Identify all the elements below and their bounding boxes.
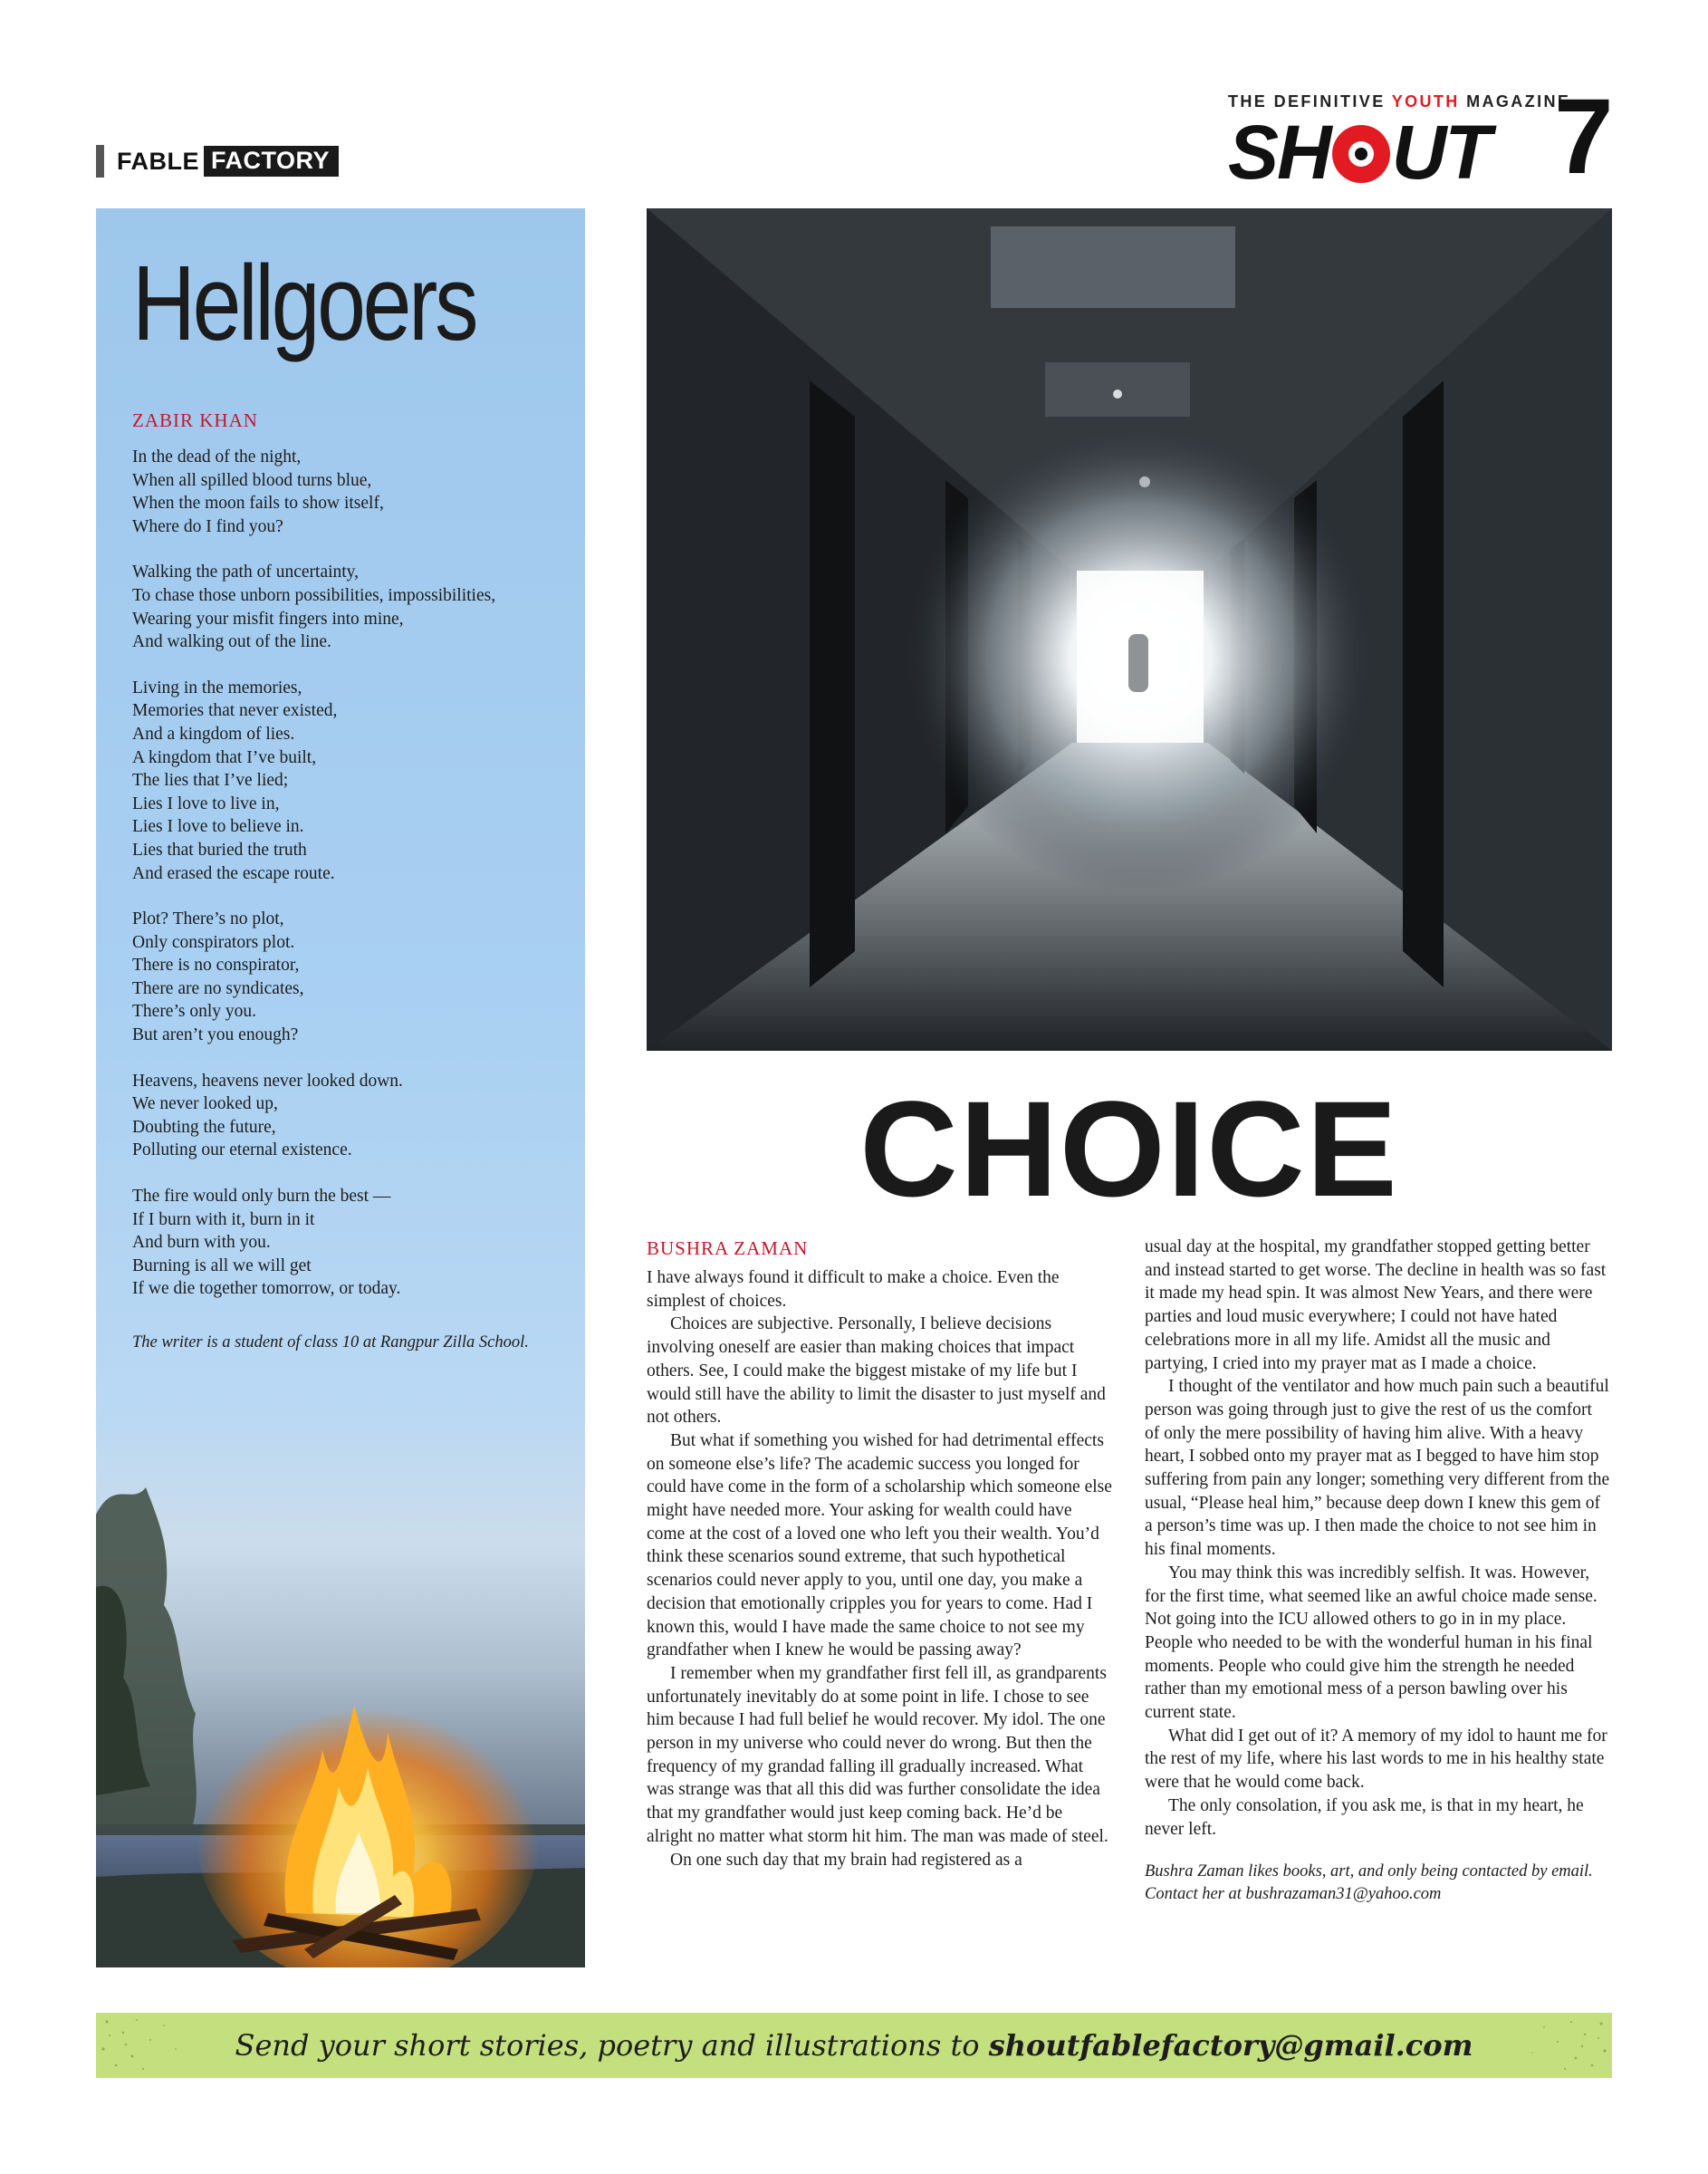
- article-paragraph: You may think this was incredibly selfish. It was. However, for the first time, what seemed like an awful choice made sense. Not going into the ICU allowed others to go in in my place. People who needed to be with the wonderful human in his final moments. People who could give him the strength he needed rather than my emotional mess of a person bawling over his current state.: [1145, 1563, 1598, 1723]
- poem-body: [132, 446, 567, 1323]
- poem-line: The fire would only burn the best —: [132, 1187, 391, 1207]
- poem-stanza: [132, 1070, 567, 1162]
- shout-logo: SH UT: [1228, 110, 1490, 195]
- poem-line: If I burn with it, burn in it: [132, 1209, 315, 1229]
- poem-line: If we die together tomorrow, or today.: [132, 1279, 401, 1299]
- banner-texture-left: [96, 2013, 214, 2078]
- poem-line: There’s only you.: [132, 1002, 257, 1022]
- poem-line: And burn with you.: [132, 1233, 271, 1253]
- banner-texture-right: [1494, 2013, 1612, 2078]
- hallway-photo: [647, 208, 1612, 1051]
- poem-line: We never looked up,: [132, 1094, 278, 1114]
- poem-line: Doubting the future,: [132, 1117, 276, 1137]
- poem-author: ZABIR KHAN: [132, 409, 258, 431]
- article-paragraph: I have always found it difficult to make a choice. Even the simplest of choices.: [647, 1268, 1060, 1311]
- article-paragraph: usual day at the hospital, my grandfather stopped getting better and instead started to get worse. The decline in health was so fast it made my head spin. It was almost New Years, and there were parties and loud music everywhere; I could not have hated celebrations more in all my life. Amidst all the music and partying, I cried into my prayer mat as I made a choice.: [1145, 1237, 1607, 1373]
- article-column-2: [1145, 1236, 1610, 1906]
- bonfire-image: [96, 1406, 585, 1967]
- poem-line: But aren’t you enough?: [132, 1025, 299, 1045]
- poem-stanza: [132, 908, 567, 1047]
- masthead-tagline: THE DEFINITIVE YOUTH MAGAZINE: [1228, 92, 1571, 111]
- poem-line: Walking the path of uncertainty,: [132, 563, 360, 582]
- author-bio: Bushra Zaman likes books, art, and only being contacted by email. Contact her at bushrazaman31@yahoo.com: [1145, 1862, 1593, 1904]
- poem-line: A kingdom that I’ve built,: [132, 747, 317, 767]
- poem-line: To chase those unborn possibilities, impossibilities,: [132, 585, 496, 605]
- poem-stanza: [132, 561, 567, 653]
- poem-line: Living in the memories,: [132, 678, 302, 697]
- section-label: [96, 145, 339, 178]
- poem-line: Where do I find you?: [132, 516, 283, 536]
- poem-line: Lies that buried the truth: [132, 840, 307, 860]
- article-paragraph: On one such day that my brain had registered as a: [670, 1850, 1022, 1870]
- poem-line: When all spilled blood turns blue,: [132, 470, 372, 490]
- article-title: CHOICE: [859, 1073, 1399, 1225]
- article-paragraph: Choices are subjective. Personally, I believe decisions involving oneself are easier than making choices that impact others. See, I could make the biggest mistake of my life but I would still have the ability to limit the disaster to just myself and not others.: [647, 1314, 1106, 1428]
- poem-stanza: [132, 677, 567, 885]
- section-bar: [96, 145, 104, 178]
- poem-line: Wearing your misfit fingers into mine,: [132, 609, 404, 629]
- poem-author-note: The writer is a student of class 10 at Rangpur Zilla School.: [132, 1333, 529, 1352]
- banner-text: Send your short stories, poetry and illustrations to shoutfablefactory@gmail.com: [235, 2028, 1473, 2063]
- submission-banner: [96, 2013, 1612, 2078]
- article-paragraph: I thought of the ventilator and how much pain such a beautiful person was going through just to give the rest of us the comfort of only the mere possibility of having him alive. With a heavy heart, I sobbed onto my prayer mat as I begged to have him stop suffering from pain any longer; something very different from the usual, “Please heal him,” because deep down I knew this gem of a person’s time was up. I then made the choice to not see him in his final moments.: [1145, 1377, 1610, 1560]
- poem-line: There are no syndicates,: [132, 978, 304, 998]
- article-paragraph: But what if something you wished for had detrimental effects on someone else’s life? The academic success you longed for could have come in the form of a scholarship which someone else might have needed more. Your asking for wealth could have come at the cost of a loved one who left you their wealth. You’d think these scenarios sound extreme, that such hypothetical scenarios could never apply to you, until one day, you make a decision that emotionally cripples you for years to come. Had I known this, would I have made the same choice to not see my grandfather when I knew he would be passing away?: [647, 1430, 1112, 1660]
- poem-stanza: [132, 446, 567, 538]
- submission-email[interactable]: shoutfablefactory@gmail.com: [988, 2028, 1473, 2063]
- poem-panel: [96, 208, 585, 1967]
- article-column-1: [647, 1266, 1112, 1871]
- poem-line: The lies that I’ve lied;: [132, 771, 289, 791]
- poem-line: Polluting our eternal existence.: [132, 1140, 352, 1160]
- article-paragraph: What did I get out of it? A memory of my idol to haunt me for the rest of my life, where his last words to me in his healthy state were that he would come back.: [1145, 1726, 1607, 1793]
- poem-line: Memories that never existed,: [132, 701, 338, 721]
- poem-line: And erased the escape route.: [132, 863, 335, 883]
- poem-line: Heavens, heavens never looked down.: [132, 1071, 403, 1091]
- poem-line: Burning is all we will get: [132, 1255, 312, 1275]
- poem-line: There is no conspirator,: [132, 956, 300, 976]
- section-label-fable: FABLE: [117, 147, 200, 175]
- article-paragraph: I remember when my grandfather first fell ill, as grandparents unfortunately inevitably do at some point in life. I chose to see him because I had full belief he would recover. My idol. The one person in my universe who could never do wrong. But then the frequency of my grandad falling ill gradually increased. What was strange was that all this did was further consolidate the idea that my grandfather would just keep coming back. He’d be alright no matter what storm hit him. The man was made of steel.: [647, 1663, 1108, 1846]
- article-author: BUSHRA ZAMAN: [647, 1237, 809, 1259]
- poem-line: And walking out of the line.: [132, 632, 331, 652]
- poem-line: Lies I love to believe in.: [132, 817, 304, 837]
- page-number: 7: [1554, 77, 1614, 197]
- masthead: [1228, 92, 1571, 195]
- poem-line: Only conspirators plot.: [132, 932, 295, 952]
- article-paragraph: The only consolation, if you ask me, is that in my heart, he never left.: [1145, 1795, 1584, 1839]
- poem-line: And a kingdom of lies.: [132, 724, 295, 744]
- poem-line: In the dead of the night,: [132, 447, 302, 467]
- section-label-factory: FACTORY: [204, 146, 339, 177]
- poem-title: Hellgoers: [132, 244, 476, 363]
- poem-line: Lies I love to live in,: [132, 794, 280, 813]
- poem-line: Plot? There’s no plot,: [132, 909, 284, 929]
- poem-line: When the moon fails to show itself,: [132, 494, 384, 514]
- logo-target-icon: [1332, 125, 1390, 183]
- poem-stanza: [132, 1185, 567, 1301]
